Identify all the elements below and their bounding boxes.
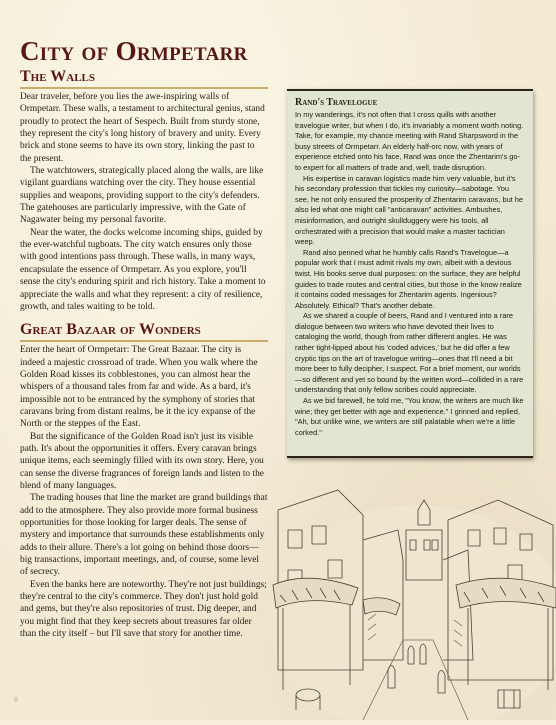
travelogue-paragraph: As we bid farewell, he told me, "You know, the writers are much like wine; they get better with age and experience." I grinned and replied, "Ah, but unlike wine, we writers are still palatable when we're a little corked." bbox=[295, 396, 524, 437]
page-title: City of Ormpetarr bbox=[20, 36, 248, 66]
walls-paragraph: Near the water, the docks welcome incoming ships, guided by the ever-watchful tugboats. The city watch ensures only those with good intentions pass through. These walls, in many ways, encapsulate the essence of Ormpetarr. As you explore, you'll sense the city's enduring spirit and rich history. Take a moment to appreciate the walls and what they represent: a city of resilience, growth, and tales waiting to be told. bbox=[20, 227, 266, 312]
travelogue-paragraph: His expertise in caravan logistics made him very valuable, but it's his secondary profession that tickles my curiosity—sabotage. You see, he not only ensured the prosperity of Zhentarim caravans, but he also led what one might call "anticaravan" activities. Ambushes, misinformation, and outright skullduggery were his tools, all orchestrated with a precision that would make a master tactician weep. bbox=[295, 173, 524, 247]
bazaar-paragraph: The trading houses that line the market are grand buildings that add to the atmosphere. They also provide more formal business opportunities for those looking for larger deals. The sense of mystery and importance that surrounds these establishments only adds to their allure. There's a lot going on behind those doors—big transactions, important meetings, and, of course, some level of secrecy. bbox=[20, 493, 268, 578]
walls-paragraph: Dear traveler, before you lies the awe-inspiring walls of Ormpetarr. These walls, a testament to architectural genius, stand proudly to protect the heart of Sespech. Built from sturdy stone, they represent the city's long history of bravery and unity. Every brick and stone seems to have its own story, linking the past to the present. bbox=[20, 92, 265, 164]
bazaar-paragraph: But the significance of the Golden Road isn't just its visible path. It's about the opportunities it offers. Every caravan brings unique items, each seemingly filled with its own story. Here, you can sense the diverse fragrances of foreign lands and listen to the blend of many languages. bbox=[20, 431, 264, 491]
walls-paragraph: The watchtowers, strategically placed along the walls, are like vigilant guardians watching over the city. They house essential supplies and weapons, providing support to the city's defenders. The gatehouses are particularly impressive, with the Gate of Nagawater being my personal favorite. bbox=[20, 166, 264, 226]
travelogue-paragraph: As we shared a couple of beers, Rand and I ventured into a rare dialogue between two writers who have devoted their lives to cataloging the world, though from rather different angles. He was rather tight-lipped about his 'coded advices,' but he did offer a few cryptic tips on the art of travelogue writing—ones that I'll need a bit more beer to fully decipher, I suspect. For a brief moment, our worlds—so different and yet so bound by the written word—collided in a rare understanding that only fellow scribes could appreciate. bbox=[295, 311, 524, 395]
travelogue-paragraph: Rand also penned what he humbly calls Rand's Travelogue—a popular work that I must admit rivals my own, albeit with a devious twist. His books serve dual purposes: on the surface, they are helpful guides to trade routes and central cities, but those in the know realize it contains coded messages for Zhentarim agents. Ingenious? Absolutely. Ethical? That's another debate. bbox=[295, 247, 522, 310]
travelogue-heading: Rand's Travelogue bbox=[295, 97, 378, 108]
page-number: 8 bbox=[14, 697, 18, 704]
section-heading-walls: The Walls bbox=[20, 68, 268, 89]
left-column bbox=[20, 68, 268, 640]
travelogue-paragraph: In my wanderings, it's not often that I cross quills with another travelogue writer, but when I do, it's invariably a moment worth noting. Take, for example, my chance meeting with Rand Sharpsword in the busy streets of Ormpetarr. An elderly half-orc now, with years of experience etched onto his face, Rand was once the Zhentarim's go-to expert for all matters of trade and, well, trade disruption. bbox=[295, 110, 524, 172]
section-heading-bazaar: Great Bazaar of Wonders bbox=[20, 321, 268, 342]
bazaar-paragraph: Even the banks here are noteworthy. They're not just buildings; they're central to the city's commerce. They don't just hold gold and gems, but they're also repositories of trust. Dig deeper, and you might find that they keep secrets about treasures far older than the city itself – but I'll save that story for another time. bbox=[20, 579, 267, 640]
market-street-sketch-icon bbox=[268, 470, 556, 720]
travelogue-sidebar-note bbox=[287, 89, 533, 458]
bazaar-paragraph: Enter the heart of Ormpetarr: The Great Bazaar. The city is indeed a majestic crossroad of trade. When you walk where the Golden Road kisses its cobblestones, you can almost hear the whispers of a thousand tales from far and wide. As a bard, it's impossible not to be entranced by the symphony of stories that caravans bring from distant realms, be it the icy expanse of the North or the steppes of the East. bbox=[20, 345, 258, 430]
